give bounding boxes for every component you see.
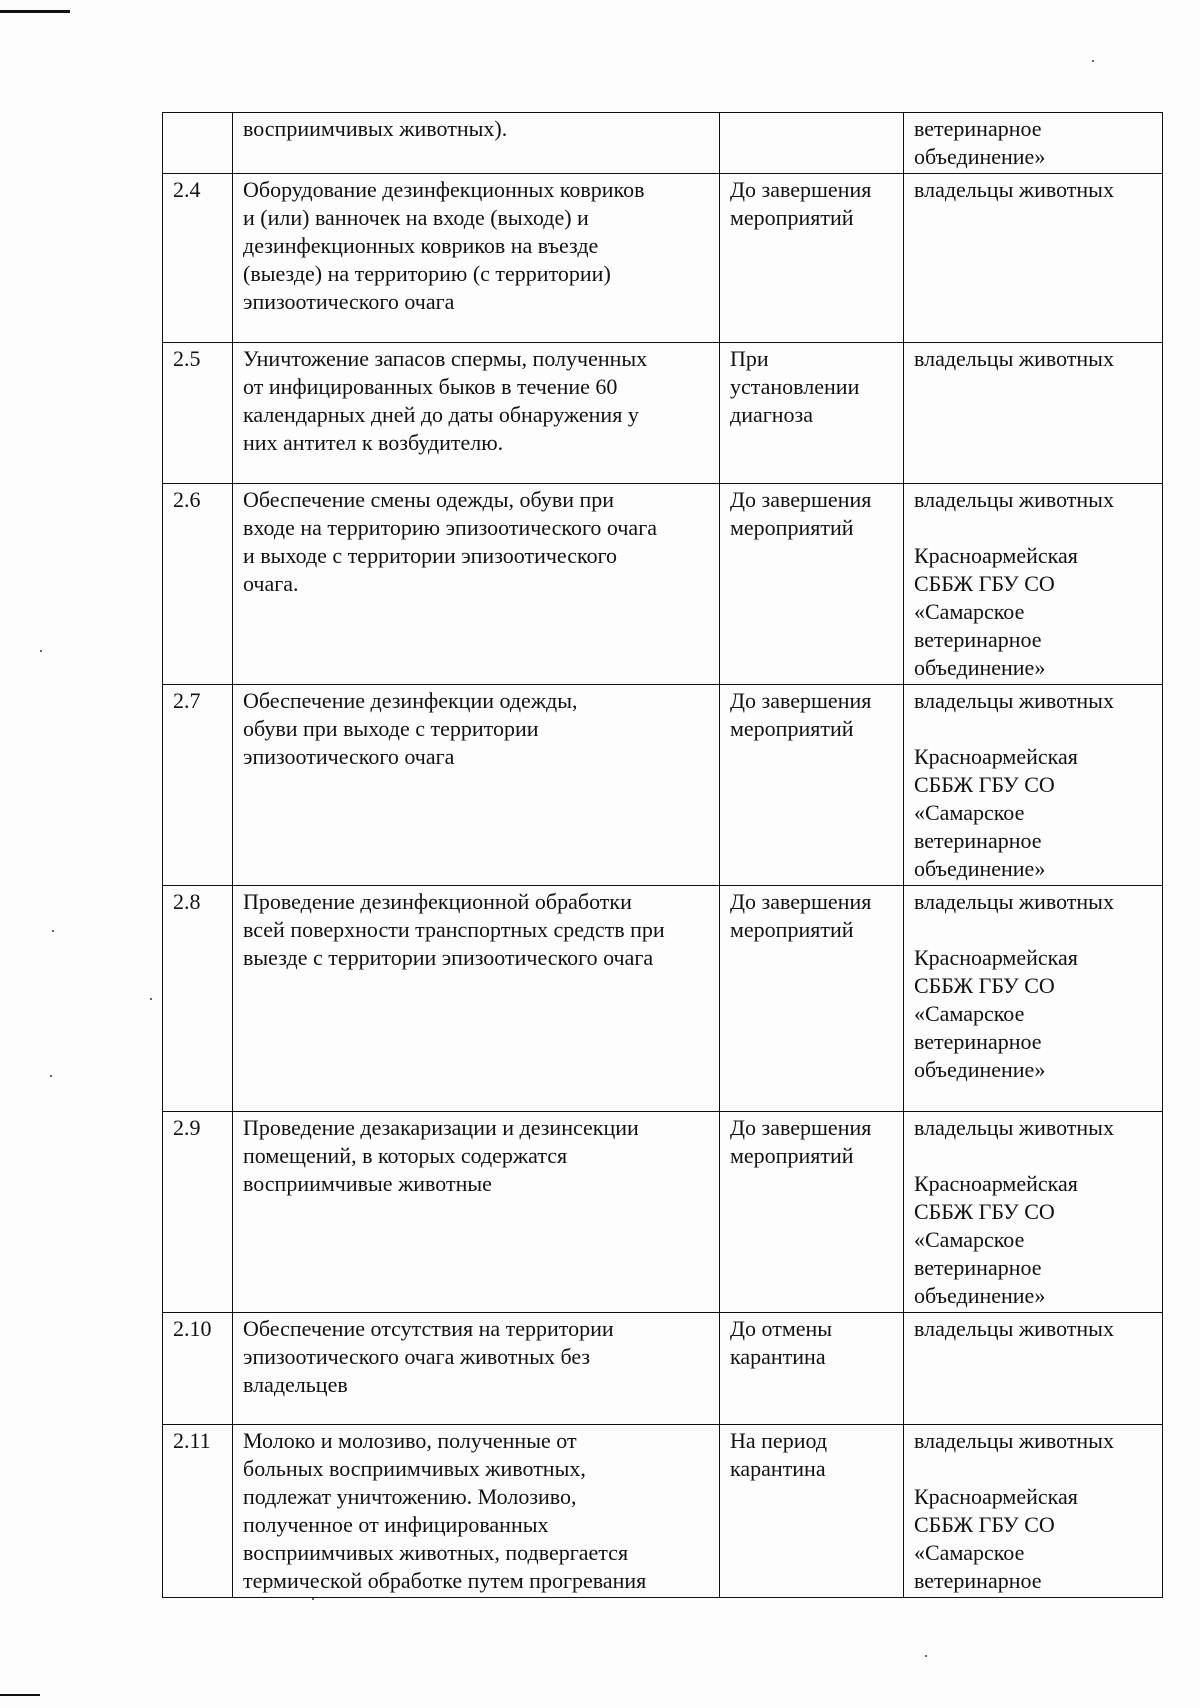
scan-speck [40, 650, 42, 652]
measure-text: Проведение дезакаризации и дезинсекции помещений, в которых содержатся восприимчивые животные [233, 1112, 720, 1313]
measure-text: восприимчивых животных). [233, 113, 720, 174]
scan-speck [925, 1655, 927, 1657]
scan-speck [52, 930, 54, 932]
responsible-owner: владельцы животных [914, 1316, 1114, 1341]
row-number [163, 113, 233, 174]
responsible-owner: владельцы животных [914, 1115, 1114, 1140]
deadline-text: До завершения мероприятий [720, 174, 904, 343]
responsible-cell [904, 343, 1163, 484]
responsible-cell [904, 1313, 1163, 1425]
row-number: 2.6 [163, 484, 233, 685]
measure-text: Обеспечение отсутствия на территории эпизоотического очага животных без владельцев [233, 1313, 720, 1425]
scan-corner-mark [0, 1694, 40, 1696]
row-number: 2.5 [163, 343, 233, 484]
table-row [163, 685, 1163, 886]
row-number: 2.7 [163, 685, 233, 886]
responsible-cell [904, 113, 1163, 174]
responsible-owner: владельцы животных [914, 346, 1114, 371]
responsible-owner: владельцы животных [914, 1428, 1114, 1453]
row-number: 2.4 [163, 174, 233, 343]
scan-speck [150, 998, 152, 1000]
table-row [163, 1112, 1163, 1313]
measure-text: Оборудование дезинфекционных ковриков и (или) ванночек на входе (выходе) и дезинфекционных ковриков на въезде (выезде) на территорию (с территории) эпизоотического очага [233, 174, 720, 343]
responsible-org: Красноармейская СББЖ ГБУ СО «Самарское ветеринарное объединение» [914, 1171, 1078, 1308]
row-number: 2.9 [163, 1112, 233, 1313]
row-number: 2.8 [163, 886, 233, 1112]
scan-corner-mark [0, 10, 70, 13]
row-number: 2.10 [163, 1313, 233, 1425]
deadline-text: До завершения мероприятий [720, 685, 904, 886]
deadline-text: До отмены карантина [720, 1313, 904, 1425]
responsible-owner: владельцы животных [914, 487, 1114, 512]
table-row [163, 343, 1163, 484]
responsible-owner: владельцы животных [914, 688, 1114, 713]
responsible-org: Красноармейская СББЖ ГБУ СО «Самарское ветеринарное [914, 1484, 1078, 1593]
measure-text: Уничтожение запасов спермы, полученных от инфицированных быков в течение 60 календарных дней до даты обнаружения у них антител к возбудителю. [233, 343, 720, 484]
measure-text: Проведение дезинфекционной обработки всей поверхности транспортных средств при выезде с территории эпизоотического очага [233, 886, 720, 1112]
responsible-owner: владельцы животных [914, 177, 1114, 202]
deadline-text: На период карантина [720, 1425, 904, 1598]
table-row [163, 1425, 1163, 1598]
responsible-cell [904, 886, 1163, 1112]
table-row [163, 886, 1163, 1112]
responsible-org: Красноармейская СББЖ ГБУ СО «Самарское ветеринарное объединение» [914, 543, 1078, 680]
deadline-text [720, 113, 904, 174]
responsible-cell [904, 484, 1163, 685]
measure-text: Обеспечение смены одежды, обуви при входе на территорию эпизоотического очага и выходе с территории эпизоотического очага. [233, 484, 720, 685]
responsible-cell [904, 174, 1163, 343]
responsible-org: Красноармейская СББЖ ГБУ СО «Самарское ветеринарное объединение» [914, 945, 1078, 1082]
table-row [163, 174, 1163, 343]
measures-table [162, 112, 1163, 1598]
scan-speck [50, 1075, 52, 1077]
responsible-cell [904, 1112, 1163, 1313]
table-row [163, 484, 1163, 685]
responsible-owner: владельцы животных [914, 889, 1114, 914]
responsible-cell [904, 1425, 1163, 1598]
deadline-text: До завершения мероприятий [720, 886, 904, 1112]
responsible-line: объединение» [914, 144, 1046, 169]
row-number: 2.11 [163, 1425, 233, 1598]
scan-speck [312, 1598, 314, 1600]
deadline-text: При установлении диагноза [720, 343, 904, 484]
deadline-text: До завершения мероприятий [720, 484, 904, 685]
table-row [163, 113, 1163, 174]
measure-text: Обеспечение дезинфекции одежды, обуви при выходе с территории эпизоотического очага [233, 685, 720, 886]
table-row [163, 1313, 1163, 1425]
responsible-org: Красноармейская СББЖ ГБУ СО «Самарское ветеринарное объединение» [914, 744, 1078, 881]
deadline-text: До завершения мероприятий [720, 1112, 904, 1313]
responsible-line: ветеринарное [914, 116, 1042, 141]
measure-text: Молоко и молозиво, полученные от больных восприимчивых животных, подлежат уничтожению. Молозиво, полученное от инфицированных восприимчивых животных, подвергается термической обработке путем прогревания [233, 1425, 720, 1598]
responsible-cell [904, 685, 1163, 886]
scan-speck [1092, 60, 1094, 62]
